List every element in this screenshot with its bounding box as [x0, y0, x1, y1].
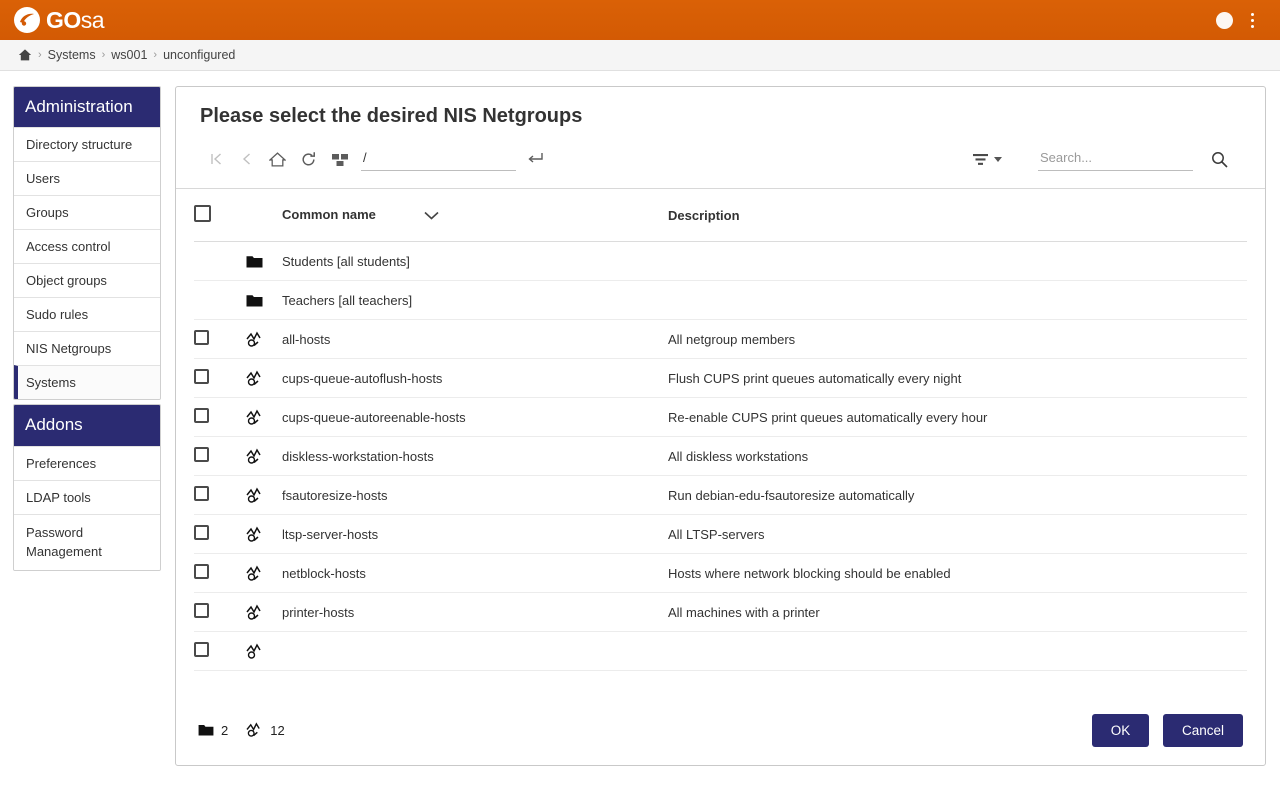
- folder-count-value: 2: [221, 723, 229, 738]
- path-submit-icon[interactable]: [526, 151, 544, 167]
- column-label-description: Description: [668, 207, 740, 223]
- row-checkbox[interactable]: [194, 369, 209, 384]
- footer-actions: [1092, 714, 1243, 747]
- sidebar-item-groups[interactable]: Groups: [14, 195, 160, 229]
- row-checkbox[interactable]: [194, 330, 209, 345]
- breadcrumb-item-unconfigured[interactable]: unconfigured: [163, 48, 236, 62]
- row-description: All netgroup members: [668, 320, 1247, 359]
- table-header-row: [194, 189, 1247, 242]
- gosa-logo-icon: [14, 7, 40, 33]
- row-select-cell: [194, 593, 246, 632]
- table-row[interactable]: [194, 359, 1247, 398]
- table-row[interactable]: [194, 398, 1247, 437]
- row-name[interactable]: cups-queue-autoreenable-hosts: [282, 398, 668, 437]
- table-row[interactable]: [194, 437, 1247, 476]
- row-icon-cell: [246, 398, 282, 437]
- row-select-cell: [194, 359, 246, 398]
- netgroup-icon: [246, 722, 263, 740]
- netgroup-icon: [246, 565, 282, 581]
- row-name[interactable]: Students [all students]: [282, 242, 668, 281]
- sidebar-group-title-addons: Addons: [14, 405, 160, 445]
- row-name[interactable]: cups-queue-autoflush-hosts: [282, 359, 668, 398]
- row-checkbox[interactable]: [194, 564, 209, 579]
- row-checkbox[interactable]: [194, 525, 209, 540]
- page-title: Please select the desired NIS Netgroups: [200, 105, 583, 127]
- row-select-cell: [194, 320, 246, 359]
- row-icon-cell: [246, 437, 282, 476]
- column-header-common-name[interactable]: [282, 189, 668, 242]
- chevron-down-icon: [994, 157, 1002, 162]
- row-name[interactable]: Teachers [all teachers]: [282, 281, 668, 320]
- row-description: [668, 242, 1247, 281]
- table-row[interactable]: [194, 242, 1247, 281]
- column-label-common-name: Common name: [282, 206, 376, 222]
- column-header-description[interactable]: [668, 189, 1247, 242]
- row-description: Flush CUPS print queues automatically every night: [668, 359, 1247, 398]
- breadcrumb: [0, 40, 1280, 71]
- panel-footer: [176, 704, 1265, 765]
- row-name[interactable]: [282, 632, 668, 671]
- row-checkbox[interactable]: [194, 408, 209, 423]
- table-row-partial[interactable]: [194, 632, 1247, 671]
- breadcrumb-separator: ›: [101, 49, 106, 61]
- row-description: Re-enable CUPS print queues automatically every hour: [668, 398, 1247, 437]
- row-description: [668, 632, 1247, 671]
- sidebar-item-sudo-rules[interactable]: Sudo rules: [14, 297, 160, 331]
- row-description: [668, 281, 1247, 320]
- row-icon-cell: [246, 554, 282, 593]
- row-description: All machines with a printer: [668, 593, 1247, 632]
- filter-dropdown[interactable]: [972, 152, 1012, 167]
- row-description: All LTSP-servers: [668, 515, 1247, 554]
- sidebar: [13, 86, 161, 571]
- toolbar-right: [972, 146, 1241, 172]
- sidebar-group-administration: [13, 86, 161, 400]
- row-icon-cell: [246, 632, 282, 671]
- row-name[interactable]: diskless-workstation-hosts: [282, 437, 668, 476]
- row-name[interactable]: printer-hosts: [282, 593, 668, 632]
- results-table-container: [176, 189, 1265, 704]
- page-body: [0, 71, 1280, 766]
- row-icon-cell: [246, 242, 282, 281]
- logo-text: [46, 7, 104, 34]
- user-avatar-icon[interactable]: [1216, 12, 1233, 29]
- results-table: [194, 189, 1247, 671]
- icon-header: [246, 189, 282, 242]
- row-description: Run debian-edu-fsautoresize automatically: [668, 476, 1247, 515]
- app-logo[interactable]: [14, 7, 104, 34]
- search-input[interactable]: [1038, 147, 1193, 171]
- row-select-cell: [194, 281, 246, 320]
- netgroup-icon: [246, 409, 282, 425]
- breadcrumb-separator: ›: [153, 49, 158, 61]
- row-checkbox[interactable]: [194, 486, 209, 501]
- netgroup-icon: [246, 643, 282, 659]
- table-row[interactable]: [194, 593, 1247, 632]
- sidebar-item-preferences[interactable]: Preferences: [14, 446, 160, 480]
- row-checkbox[interactable]: [194, 642, 209, 657]
- row-select-cell: [194, 515, 246, 554]
- sidebar-item-systems[interactable]: Systems: [14, 365, 160, 399]
- logo-text-sa: sa: [80, 6, 105, 33]
- table-row[interactable]: [194, 554, 1247, 593]
- table-row[interactable]: [194, 281, 1247, 320]
- row-name[interactable]: netblock-hosts: [282, 554, 668, 593]
- sidebar-group-title-administration: Administration: [14, 87, 160, 127]
- netgroup-count: [246, 722, 284, 740]
- panel-header: [176, 87, 1265, 189]
- row-description: All diskless workstations: [668, 437, 1247, 476]
- sidebar-group-addons: [13, 404, 161, 571]
- table-body: [194, 242, 1247, 671]
- go-first-icon[interactable]: [200, 146, 231, 172]
- select-all-header: [194, 189, 246, 242]
- path-input[interactable]: [361, 147, 516, 171]
- table-row[interactable]: [194, 320, 1247, 359]
- sidebar-item-access-control[interactable]: Access control: [14, 229, 160, 263]
- home-icon[interactable]: [262, 146, 293, 172]
- row-description: Hosts where network blocking should be enabled: [668, 554, 1247, 593]
- main-panel: [175, 86, 1266, 766]
- row-select-cell: [194, 242, 246, 281]
- sidebar-item-users[interactable]: Users: [14, 161, 160, 195]
- row-icon-cell: [246, 359, 282, 398]
- row-select-cell: [194, 398, 246, 437]
- row-icon-cell: [246, 593, 282, 632]
- breadcrumb-separator: ›: [38, 49, 42, 61]
- row-icon-cell: [246, 281, 282, 320]
- row-icon-cell: [246, 515, 282, 554]
- row-checkbox[interactable]: [194, 447, 209, 462]
- logo-text-go: GO: [46, 6, 81, 33]
- go-back-icon[interactable]: [231, 146, 262, 172]
- overflow-menu-icon[interactable]: [1251, 13, 1254, 28]
- breadcrumb-item-ws001[interactable]: ws001: [111, 48, 148, 62]
- netgroup-icon: [246, 448, 282, 464]
- sidebar-item-ldap-tools[interactable]: LDAP tools: [14, 480, 160, 514]
- folder-icon: [246, 293, 282, 307]
- table-row[interactable]: [194, 515, 1247, 554]
- row-name[interactable]: ltsp-server-hosts: [282, 515, 668, 554]
- netgroup-icon: [246, 331, 282, 347]
- row-checkbox[interactable]: [194, 603, 209, 618]
- search-icon[interactable]: [1201, 146, 1237, 172]
- ok-button[interactable]: OK: [1092, 714, 1149, 747]
- sidebar-item-password-management[interactable]: Password Management: [14, 514, 160, 571]
- folder-icon: [246, 254, 282, 268]
- row-select-cell: [194, 632, 246, 671]
- row-icon-cell: [246, 476, 282, 515]
- browser-toolbar: [200, 146, 1241, 188]
- netgroup-count-value: 12: [270, 723, 285, 738]
- row-select-cell: [194, 437, 246, 476]
- breadcrumb-item-systems[interactable]: Systems: [47, 48, 96, 62]
- select-all-checkbox[interactable]: [194, 205, 211, 222]
- new-folder-icon[interactable]: [324, 146, 355, 172]
- sort-descending-icon: [424, 208, 439, 223]
- summary-counts: [198, 722, 285, 740]
- cancel-button[interactable]: Cancel: [1163, 714, 1243, 747]
- folder-icon: [198, 723, 214, 739]
- sidebar-item-directory-structure[interactable]: Directory structure: [14, 127, 160, 161]
- reload-icon[interactable]: [293, 146, 324, 172]
- netgroup-icon: [246, 370, 282, 386]
- filter-icon: [972, 152, 989, 167]
- netgroup-icon: [246, 604, 282, 620]
- row-select-cell: [194, 554, 246, 593]
- netgroup-icon: [246, 487, 282, 503]
- row-select-cell: [194, 476, 246, 515]
- table-row[interactable]: [194, 476, 1247, 515]
- breadcrumb-home-icon[interactable]: [18, 48, 32, 62]
- folder-count: [198, 723, 228, 739]
- row-name[interactable]: all-hosts: [282, 320, 668, 359]
- row-icon-cell: [246, 320, 282, 359]
- row-name[interactable]: fsautoresize-hosts: [282, 476, 668, 515]
- top-bar-actions: [1216, 12, 1266, 29]
- sidebar-item-nis-netgroups[interactable]: NIS Netgroups: [14, 331, 160, 365]
- sidebar-item-object-groups[interactable]: Object groups: [14, 263, 160, 297]
- top-bar: [0, 0, 1280, 40]
- netgroup-icon: [246, 526, 282, 542]
